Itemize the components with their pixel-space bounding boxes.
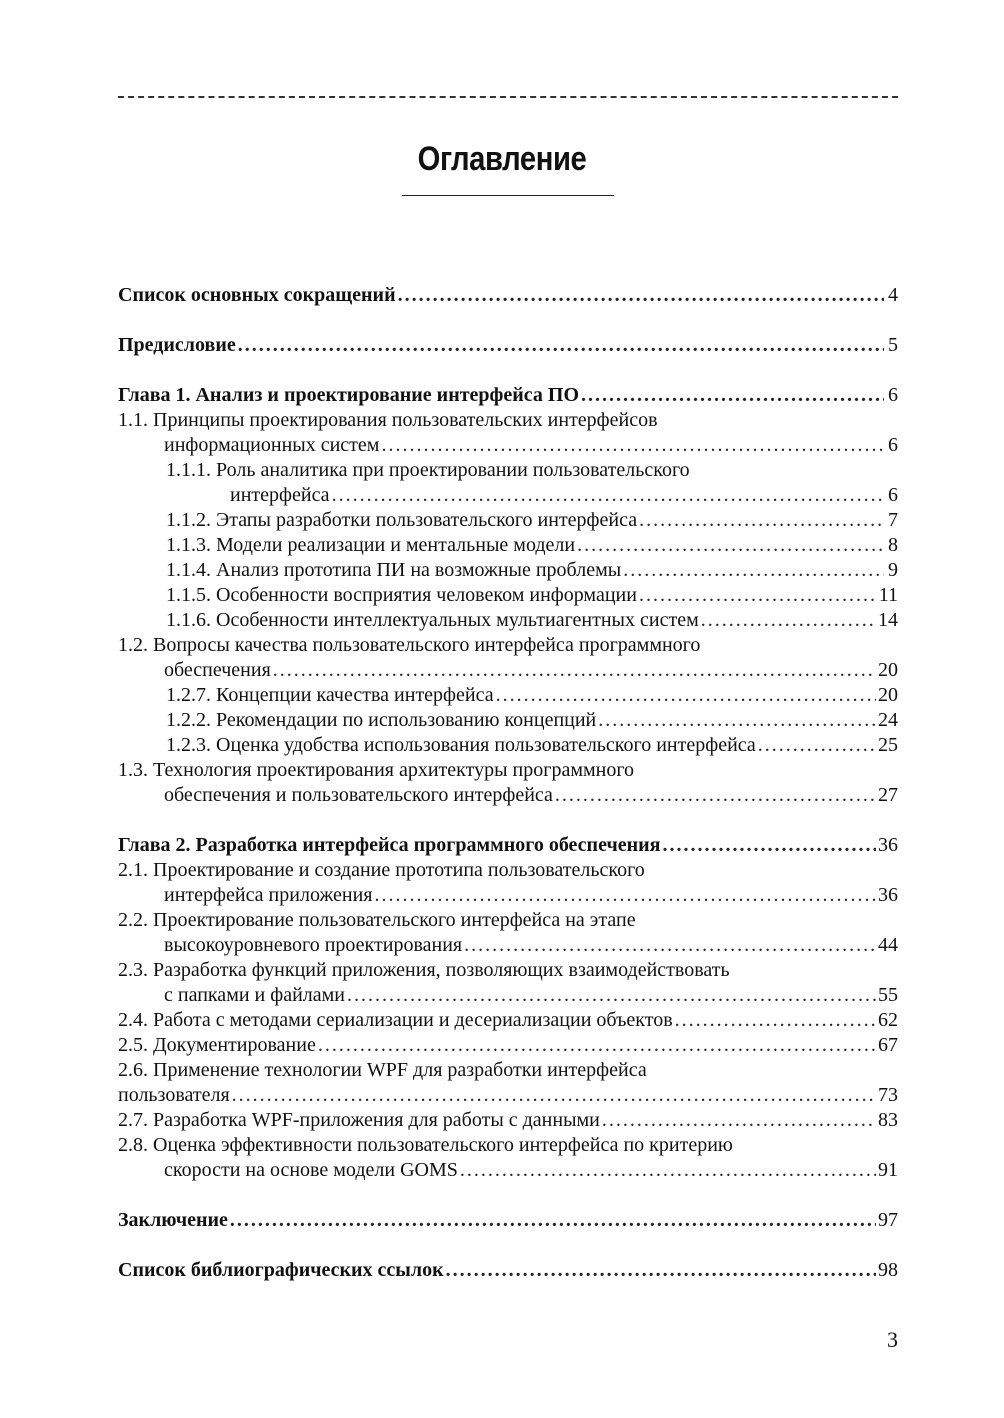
toc-page-number: 6 xyxy=(888,434,898,456)
toc-page-number: 83 xyxy=(878,1109,898,1131)
dot-leader xyxy=(464,933,876,958)
page-title: Оглавление xyxy=(417,140,587,178)
toc-entry-label: 1.2.2. Рекомендации по использованию концепций xyxy=(166,709,597,731)
toc-entry-2-3[interactable] xyxy=(118,958,898,1008)
toc-entry-1-1[interactable] xyxy=(118,408,898,458)
toc-entry-label: 2.1. Проектирование и создание прототипа пользовательского xyxy=(118,859,645,881)
toc-page-number: 44 xyxy=(878,934,898,956)
toc-entry-label-cont: интерфейса приложения xyxy=(164,884,373,906)
toc-entry-2-6[interactable] xyxy=(118,1058,898,1108)
toc-entry-label-cont: обеспечения и пользовательского интерфейса xyxy=(164,784,553,806)
title-underline xyxy=(402,195,614,196)
toc-page-number: 91 xyxy=(878,1159,898,1181)
toc-page-number: 4 xyxy=(888,284,898,306)
toc-entry-1-1-3[interactable] xyxy=(118,533,898,558)
toc-entry-label-cont: информационных систем xyxy=(164,434,380,456)
toc-entry-label: 1.2. Вопросы качества пользовательского интерфейса программного xyxy=(118,634,701,656)
dot-leader xyxy=(496,683,876,708)
toc-page-number: 98 xyxy=(878,1259,898,1281)
dot-leader xyxy=(273,658,876,683)
toc-entry-label: 1.1.1. Роль аналитика при проектировании пользовательского xyxy=(166,459,690,481)
toc-entry-label: 2.6. Применение технологии WPF для разработки интерфейса xyxy=(118,1059,647,1081)
dot-leader xyxy=(347,983,876,1008)
dot-leader xyxy=(446,1258,876,1283)
toc-entry-label: 1.1.6. Особенности интеллектуальных мультиагентных систем xyxy=(166,609,699,631)
toc-page-number: 7 xyxy=(888,509,898,531)
toc-entry-label-cont: интерфейса xyxy=(230,484,330,506)
toc-entry-1-2-2[interactable] xyxy=(118,708,898,733)
toc-entry-label-cont: высокоуровневого проектирования xyxy=(164,934,463,956)
toc-entry-1-1-5[interactable] xyxy=(118,583,898,608)
toc-entry-abbreviations[interactable] xyxy=(118,283,898,308)
toc-entry-label-cont: пользователя xyxy=(118,1084,230,1106)
toc-entry-label-cont: обеспечения xyxy=(164,659,271,681)
toc-entry-2-1[interactable] xyxy=(118,858,898,908)
dot-leader xyxy=(577,533,884,558)
dot-leader xyxy=(375,883,877,908)
toc-entry-1-3[interactable] xyxy=(118,758,898,808)
toc-page-number: 24 xyxy=(878,709,898,731)
toc-page-number: 36 xyxy=(878,884,898,906)
toc-entry-label: 2.5. Документирование xyxy=(118,1034,316,1056)
toc-entry-label: 2.4. Работа с методами сериализации и десериализации объектов xyxy=(118,1009,673,1031)
toc-page-number: 62 xyxy=(878,1009,898,1031)
toc-entry-label: 1.1.4. Анализ прототипа ПИ на возможные проблемы xyxy=(166,559,622,581)
toc-entry-label: 2.3. Разработка функций приложения, позволяющих взаимодействовать xyxy=(118,959,730,981)
toc-entry-label: 1.3. Технология проектирования архитектуры программного xyxy=(118,759,635,781)
top-dashed-rule xyxy=(118,96,898,98)
dot-leader xyxy=(701,608,876,633)
toc-entry-2-5[interactable] xyxy=(118,1033,898,1058)
dot-leader xyxy=(758,733,876,758)
dot-leader xyxy=(381,433,884,458)
toc-page-number: 25 xyxy=(878,734,898,756)
dot-leader xyxy=(460,1158,876,1183)
dot-leader xyxy=(555,783,876,808)
toc-entry-chapter-1[interactable] xyxy=(118,383,898,408)
toc-entry-1-1-6[interactable] xyxy=(118,608,898,633)
toc-entry-label: 1.2.3. Оценка удобства использования пользовательского интерфейса xyxy=(166,734,756,756)
toc-entry-label: Глава 1. Анализ и проектирование интерфейса ПО xyxy=(118,384,580,406)
dot-leader xyxy=(398,283,884,308)
toc-entry-label: 1.1. Принципы проектирования пользовательских интерфейсов xyxy=(118,409,658,431)
toc-entry-2-2[interactable] xyxy=(118,908,898,958)
toc-entry-conclusion[interactable] xyxy=(118,1208,898,1233)
dot-leader xyxy=(318,1033,876,1058)
toc-entry-label-cont: с папками и файлами xyxy=(164,984,346,1006)
toc-page-number: 9 xyxy=(888,559,898,581)
toc-entry-2-7[interactable] xyxy=(118,1108,898,1133)
dot-leader xyxy=(232,1083,876,1108)
dot-leader xyxy=(639,583,877,608)
toc-entry-1-1-2[interactable] xyxy=(118,508,898,533)
toc-entry-1-2-3[interactable] xyxy=(118,733,898,758)
toc-page-number: 6 xyxy=(888,484,898,506)
toc-page-number: 5 xyxy=(888,334,898,356)
toc-page-number: 55 xyxy=(878,984,898,1006)
toc-page-number: 6 xyxy=(888,384,898,406)
toc-page-number: 8 xyxy=(888,534,898,556)
toc-entry-label: 2.8. Оценка эффективности пользовательского интерфейса по критерию xyxy=(118,1134,733,1156)
toc-page-number: 36 xyxy=(878,834,898,856)
dot-leader xyxy=(230,1208,876,1233)
toc-entry-label: 2.2. Проектирование пользовательского интерфейса на этапе xyxy=(118,909,636,931)
toc-entry-preface[interactable] xyxy=(118,333,898,358)
toc-page-number: 73 xyxy=(878,1084,898,1106)
toc-entry-label: 1.2.7. Концепции качества интерфейса xyxy=(166,684,494,706)
toc-entry-label: 1.1.2. Этапы разработки пользовательского интерфейса xyxy=(166,509,638,531)
toc-entry-label: 1.1.5. Особенности восприятия человеком информации xyxy=(166,584,637,606)
toc-entry-1-2-7[interactable] xyxy=(118,683,898,708)
toc-page-number: 11 xyxy=(878,584,898,606)
dot-leader xyxy=(639,508,884,533)
dot-leader xyxy=(598,708,876,733)
dot-leader xyxy=(662,833,876,858)
toc-entry-1-1-1[interactable] xyxy=(118,458,898,508)
toc-entry-label: Глава 2. Разработка интерфейса программного обеспечения xyxy=(118,834,661,856)
toc-entry-label: Заключение xyxy=(118,1209,228,1231)
toc-page-number: 97 xyxy=(878,1209,898,1231)
toc-page-number: 20 xyxy=(878,659,898,681)
toc-entry-label: Список основных сокращений xyxy=(118,284,396,306)
toc-page-number: 27 xyxy=(878,784,898,806)
toc-entry-bibliography[interactable] xyxy=(118,1258,898,1283)
toc-entry-label: Список библиографических ссылок xyxy=(118,1259,444,1281)
toc-entry-1-2[interactable] xyxy=(118,633,898,683)
toc-entry-label: 2.7. Разработка WPF-приложения для работы с данными xyxy=(118,1109,600,1131)
toc-page-number: 20 xyxy=(878,684,898,706)
dot-leader xyxy=(675,1008,876,1033)
dot-leader xyxy=(602,1108,876,1133)
table-of-contents xyxy=(118,283,898,1283)
toc-entry-label: Предисловие xyxy=(118,334,236,356)
page-number: 3 xyxy=(887,1327,898,1352)
dot-leader xyxy=(581,383,884,408)
toc-entry-label-cont: скорости на основе модели GOMS xyxy=(164,1159,458,1181)
dot-leader xyxy=(623,558,884,583)
toc-entry-1-1-4[interactable] xyxy=(118,558,898,583)
toc-entry-label: 1.1.3. Модели реализации и ментальные модели xyxy=(166,534,576,556)
toc-entry-2-8[interactable] xyxy=(118,1133,898,1183)
dot-leader xyxy=(238,333,884,358)
toc-entry-chapter-2[interactable] xyxy=(118,833,898,858)
toc-page-number: 14 xyxy=(878,609,898,631)
toc-page-number: 67 xyxy=(878,1034,898,1056)
dot-leader xyxy=(332,483,884,508)
toc-entry-2-4[interactable] xyxy=(118,1008,898,1033)
